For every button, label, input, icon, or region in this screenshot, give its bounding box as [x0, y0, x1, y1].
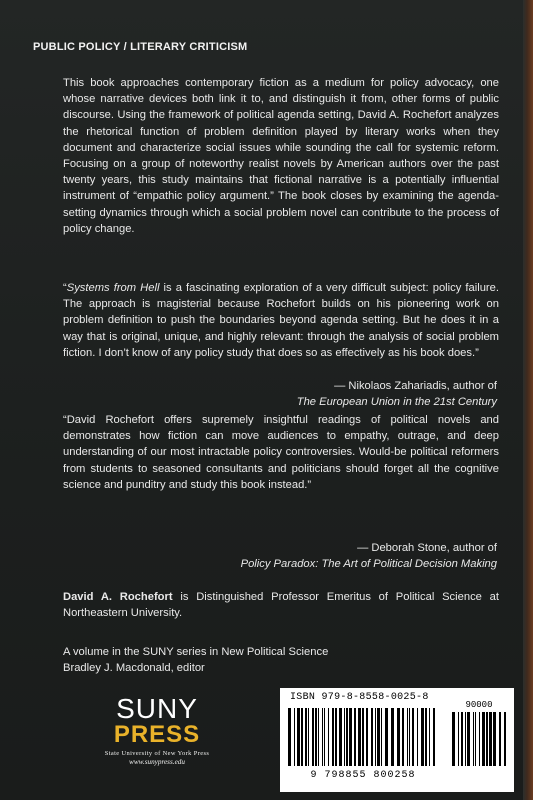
isbn-label: ISBN 979-8-8558-0025-8 [290, 692, 429, 703]
endorsement-2-book: Policy Paradox: The Art of Political Decision Making [240, 558, 497, 571]
spine-edge [523, 0, 533, 800]
barcode-main [288, 708, 438, 766]
endorsement-2-author: — Deborah Stone, author of [357, 542, 497, 554]
barcode-number: 9 798855 800258 [310, 770, 416, 781]
endorsement-2-quote: “David Rochefort offers supremely insightful readings of political novels and demonstrates how fiction can move audiences to empathy, outrage, and deep understanding of our most intractable policy controversies. Would-be political reformers from students to seasoned consultants and politicians should forget all the cognitive science and punditry and study this book instead.” [63, 414, 499, 491]
publisher-subtitle: State University of New York Press [104, 750, 210, 757]
author-name: David A. Rochefort [63, 591, 173, 603]
author-bio-text: is Distinguished Professor Emeritus of Political Science at Northeastern University. [63, 591, 499, 620]
endorsement-1-text: is a fascinating exploration of a very difficult subject: policy failure. The approach is magisterial because Rochefort builds on his pioneering work on problem definition to push the boundaries beyond agenda setting. But he does it in a way that is original, unique, and highly relevant: through the analysis of social problem fiction. I don’t know of any policy study that does so as effectively as his book does.” [63, 282, 499, 359]
endorsement-2-attribution [77, 540, 497, 572]
publisher-name-bottom: PRESS [113, 721, 201, 748]
barcode-addon [452, 712, 506, 766]
barcode-box [280, 688, 514, 792]
endorsement-1-book: The European Union in the 21st Century [296, 396, 497, 409]
publisher-logo [82, 695, 232, 767]
series-info [63, 644, 393, 676]
endorsement-1-attribution [77, 378, 497, 410]
series-line: A volume in the SUNY series in New Political Science [63, 646, 329, 658]
publisher-name-top: SUNY [116, 693, 198, 724]
endorsement-1-author: — Nikolaos Zahariadis, author of [334, 380, 497, 392]
category-label: PUBLIC POLICY / LITERARY CRITICISM [33, 41, 248, 53]
price-addon: 90000 [465, 700, 493, 710]
book-description: This book approaches contemporary fiction as a medium for policy advocacy, one whose narrative devices both link it to, and distinguish it from, other forms of public discourse. Using the framework of political agenda setting, David A. Rochefort analyzes the rhetorical function of problem definition played by literary works when they document and characterize social issues while sounding the call for systemic reform. Focusing on a group of noteworthy realist novels by American authors over the past twenty years, this study maintains that fictional narrative is a potentially influential instrument of “empathic policy argument.” The book closes by examining the agenda-setting dynamics through which a social problem novel can contribute to the process of policy change. [63, 77, 499, 235]
publisher-url: www.sunypress.edu [129, 758, 185, 766]
author-bio [63, 589, 499, 621]
endorsement-1-quote: “Systems from Hell is a fascinating exploration of a very difficult subject: policy failure. The approach is magisterial because Rochefort builds on his pioneering work on problem definition to push the boundaries beyond agenda setting. But he does it in a way that is original, unique, and highly relevant: through the analysis of social problem fiction. I don’t know of any policy study that does so as effectively as his book does.” [63, 282, 499, 359]
series-editor: Bradley J. Macdonald, editor [63, 662, 205, 675]
quoted-book-title: Systems from Hell [66, 282, 160, 294]
